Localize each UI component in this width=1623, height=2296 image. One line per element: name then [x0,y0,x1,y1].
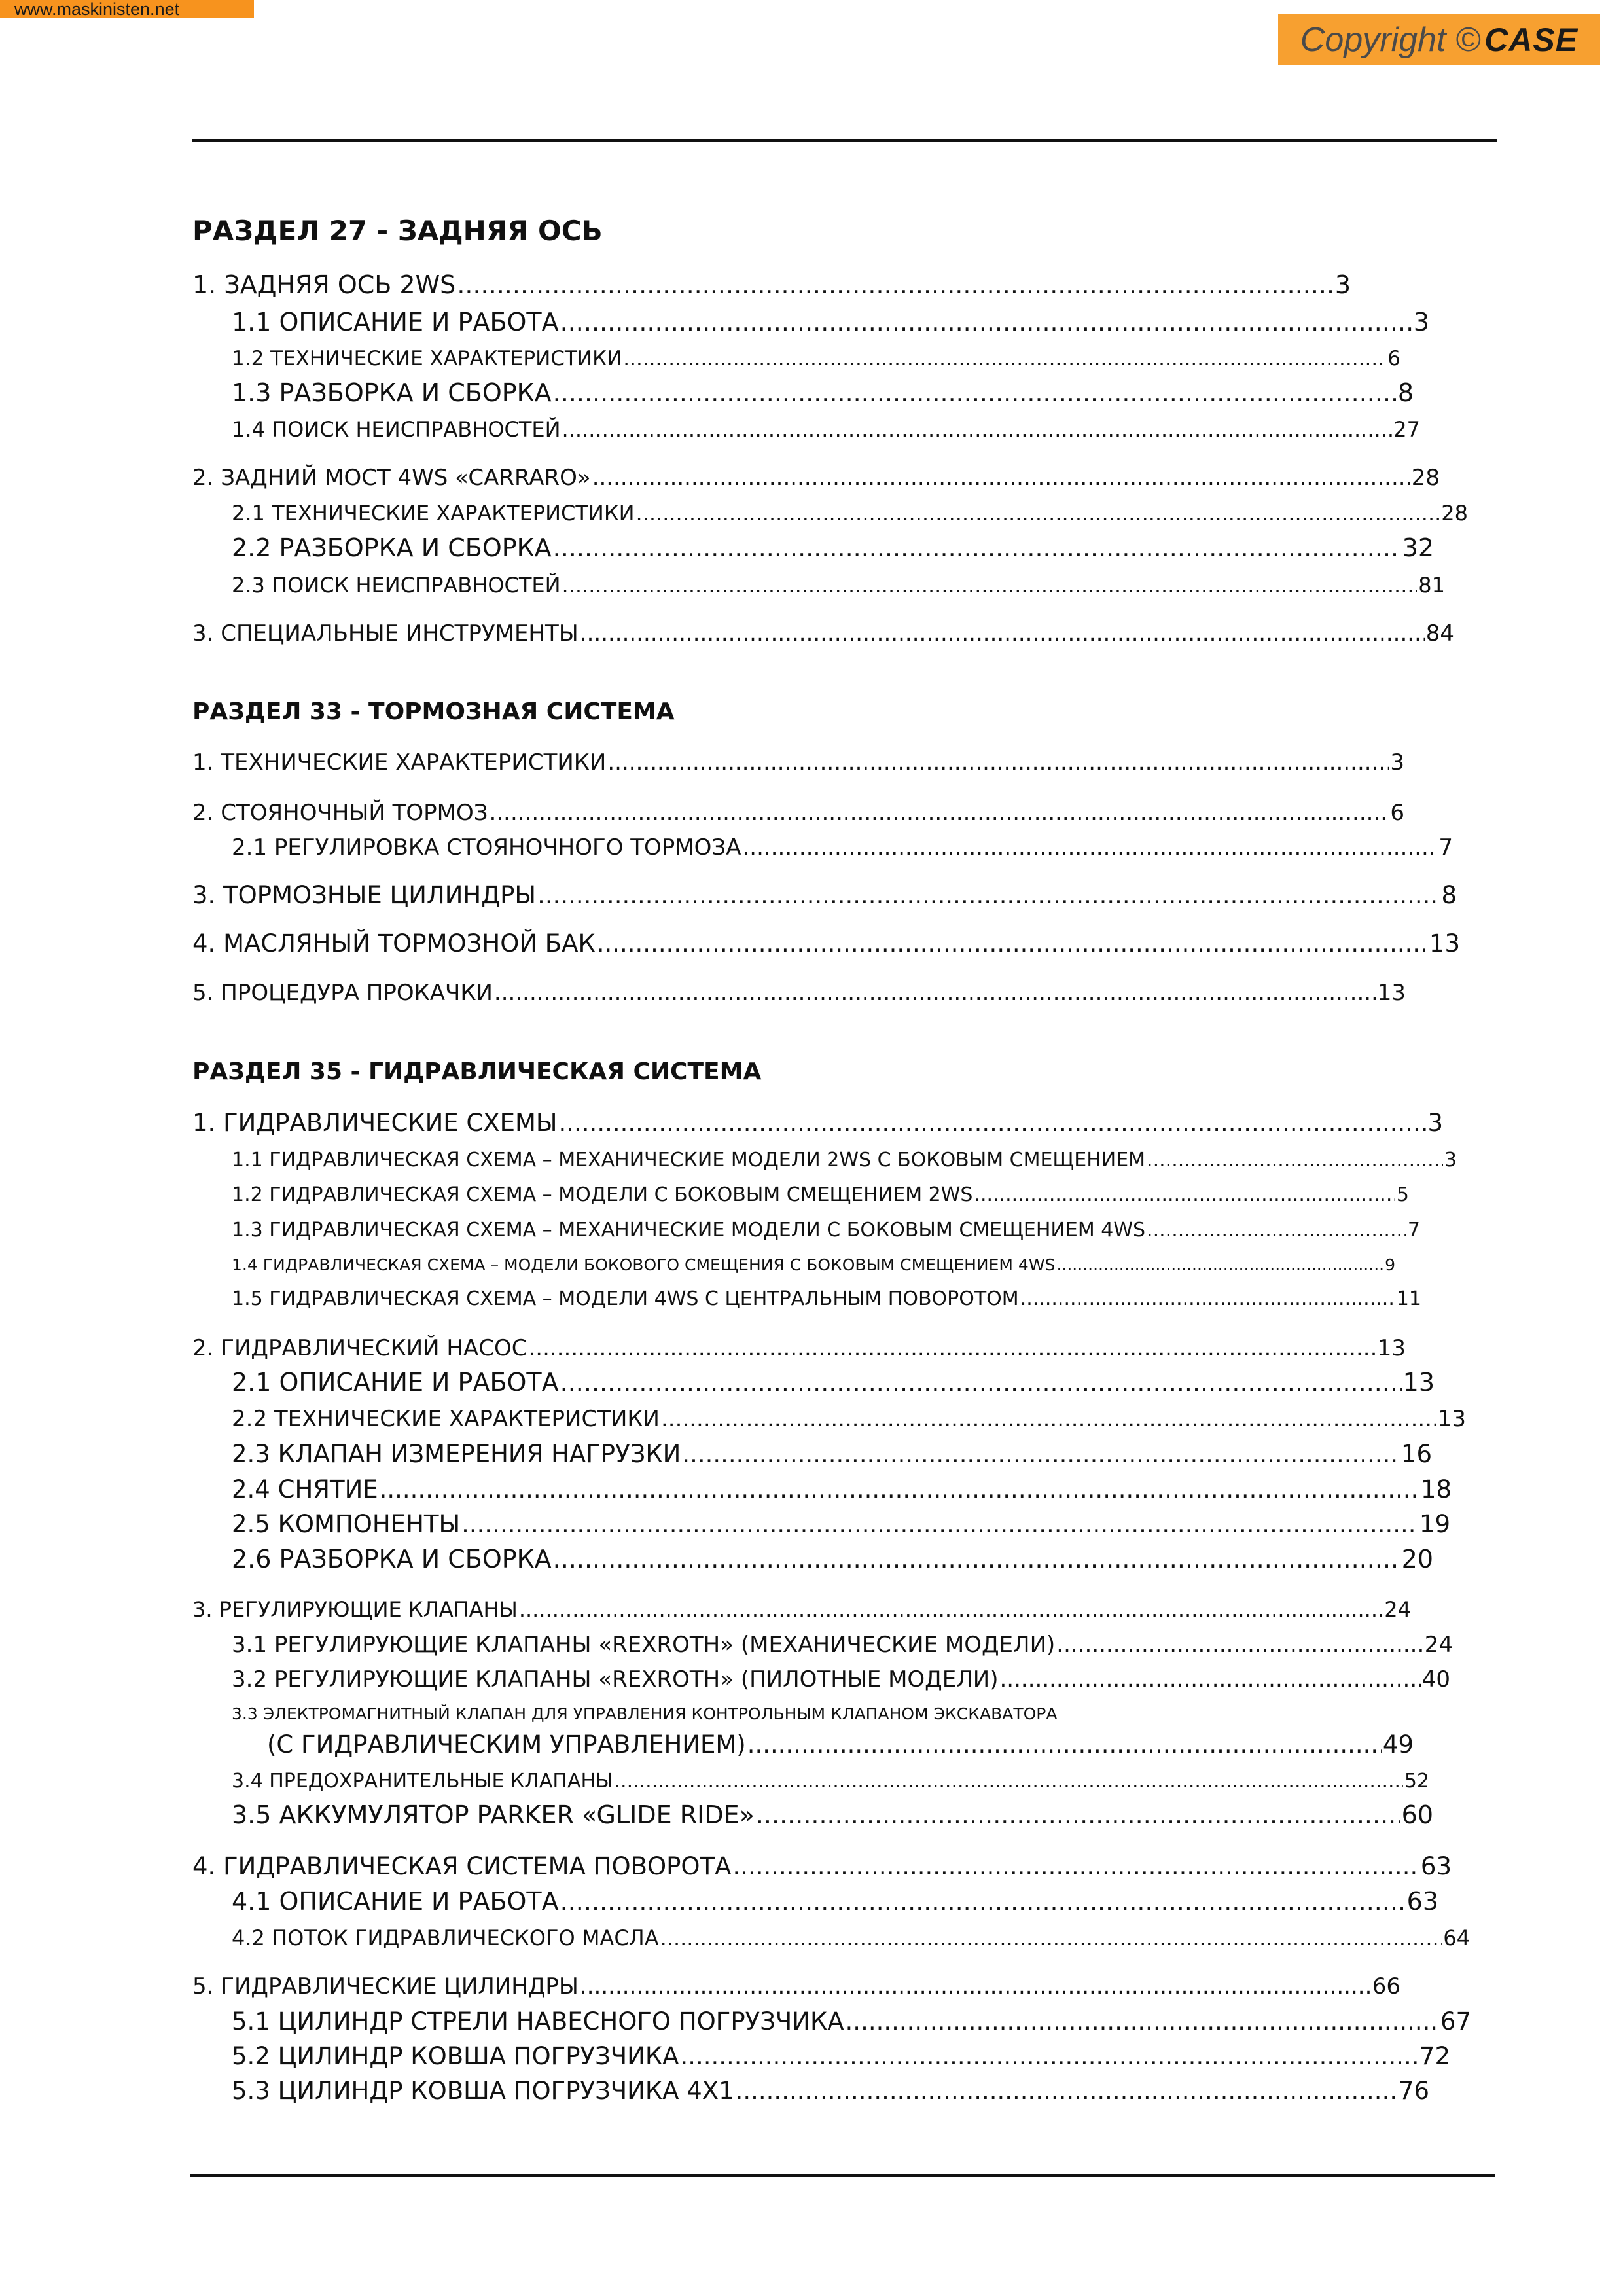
toc-entry[interactable]: 4. МАСЛЯНЫЙ ТОРМОЗНОЙ БАК ..... 13 [192,929,1460,958]
toc-entry[interactable]: 2.1 ТЕХНИЧЕСКИЕ ХАРАКТЕРИСТИКИ ..... 28 [232,501,1468,526]
section-title: РАЗДЕЛ 35 - ГИДРАВЛИЧЕСКАЯ СИСТЕМА [192,1058,762,1085]
section-title: РАЗДЕЛ 27 - ЗАДНЯЯ ОСЬ [192,215,603,247]
toc-entry-label[interactable]: 3.3 ЭЛЕКТРОМАГНИТНЫЙ КЛАПАН ДЛЯ УПРАВЛЕНИЯ КОНТРОЛЬНЫМ КЛАПАНОМ ЭКСКАВАТОРА [232,1704,1058,1723]
toc-entry[interactable]: 3. СПЕЦИАЛЬНЫЕ ИНСТРУМЕНТЫ ..... 84 [192,620,1454,647]
toc-entry[interactable]: 1.1 ОПИСАНИЕ И РАБОТА ..... 3 [232,308,1429,336]
toc-entry[interactable]: 1. ЗАДНЯЯ ОСЬ 2WS ..... 3 [192,270,1351,299]
toc-entry[interactable]: 3.5 АККУМУЛЯТОР PARKER «GLIDE RIDE» ..... 60 [232,1801,1433,1829]
toc-entry[interactable]: 1.2 ТЕХНИЧЕСКИЕ ХАРАКТЕРИСТИКИ ..... 6 [232,347,1400,370]
toc-entry[interactable]: 3. РЕГУЛИРУЮЩИЕ КЛАПАНЫ ..... 24 [192,1597,1411,1622]
toc-entry[interactable]: 1.3 ГИДРАВЛИЧЕСКАЯ СХЕМА – МЕХАНИЧЕСКИЕ МОДЕЛИ С БОКОВЫМ СМЕЩЕНИЕМ 4WS ..... 7 [232,1219,1420,1242]
top-rule [192,139,1497,142]
toc-entry[interactable]: 1.2 ГИДРАВЛИЧЕСКАЯ СХЕМА – МОДЕЛИ С БОКОВЫМ СМЕЩЕНИЕМ 2WS ..... 5 [232,1183,1409,1206]
toc-entry[interactable]: 1.4 ГИДРАВЛИЧЕСКАЯ СХЕМА – МОДЕЛИ БОКОВОГО СМЕЩЕНИЯ С БОКОВЫМ СМЕЩЕНИЕМ 4WS ..... 9 [232,1255,1395,1274]
toc-entry[interactable]: 5. ПРОЦЕДУРА ПРОКАЧКИ ..... 13 [192,980,1406,1006]
toc-entry[interactable]: 2. ЗАДНИЙ МОСТ 4WS «CARRARO» ..... 28 [192,465,1440,491]
toc-entry[interactable]: 4.2 ПОТОК ГИДРАВЛИЧЕСКОГО МАСЛА ..... 64 [232,1926,1470,1950]
site-url-tag[interactable]: www.maskinisten.net [0,0,254,18]
toc-entry[interactable]: 5.2 ЦИЛИНДР КОВША ПОГРУЗЧИКА ..... 72 [232,2042,1450,2070]
toc-entry[interactable]: 5.3 ЦИЛИНДР КОВША ПОГРУЗЧИКА 4X1 ..... 76 [232,2077,1429,2105]
toc-entry[interactable]: 3.1 РЕГУЛИРУЮЩИЕ КЛАПАНЫ «REXROTH» (МЕХАНИЧЕСКИЕ МОДЕЛИ) ..... 24 [232,1632,1453,1658]
toc-entry[interactable]: 2.4 СНЯТИЕ ..... 18 [232,1475,1452,1503]
toc-entry[interactable]: 3.2 РЕГУЛИРУЮЩИЕ КЛАПАНЫ «REXROTH» (ПИЛОТНЫЕ МОДЕЛИ) ..... 40 [232,1666,1450,1693]
toc-entry[interactable]: 3.4 ПРЕДОХРАНИТЕЛЬНЫЕ КЛАПАНЫ ..... 52 [232,1770,1429,1793]
toc-entry[interactable]: 1.3 РАЗБОРКА И СБОРКА ..... 8 [232,378,1414,407]
toc-entry[interactable]: 4. ГИДРАВЛИЧЕСКАЯ СИСТЕМА ПОВОРОТА ..... 63 [192,1852,1452,1880]
toc-entry[interactable]: 3. ТОРМОЗНЫЕ ЦИЛИНДРЫ ..... 8 [192,881,1457,909]
toc-entry[interactable]: 4.1 ОПИСАНИЕ И РАБОТА ..... 63 [232,1887,1438,1916]
copyright-text: Copyright © [1300,21,1481,59]
toc-entry[interactable]: 2.5 КОМПОНЕНТЫ ..... 19 [232,1510,1450,1538]
toc-entry[interactable]: 1.5 ГИДРАВЛИЧЕСКАЯ СХЕМА – МОДЕЛИ 4WS С ЦЕНТРАЛЬНЫМ ПОВОРОТОМ ..... 11 [232,1287,1421,1310]
toc-entry[interactable]: 2.3 ПОИСК НЕИСПРАВНОСТЕЙ ..... 81 [232,573,1445,598]
toc-entry[interactable]: 2.3 КЛАПАН ИЗМЕРЕНИЯ НАГРУЗКИ ..... 16 [232,1440,1432,1468]
toc-entry[interactable]: 1.1 ГИДРАВЛИЧЕСКАЯ СХЕМА – МЕХАНИЧЕСКИЕ МОДЕЛИ 2WS С БОКОВЫМ СМЕЩЕНИЕМ ..... 3 [232,1149,1457,1172]
toc-entry[interactable]: 2. СТОЯНОЧНЫЙ ТОРМОЗ ..... 6 [192,800,1404,826]
toc-entry[interactable]: 2.2 РАЗБОРКА И СБОРКА ..... 32 [232,533,1434,562]
toc-entry[interactable]: (С ГИДРАВЛИЧЕСКИМ УПРАВЛЕНИЕМ) ..... 49 [267,1731,1414,1759]
toc-entry[interactable]: 1. ГИДРАВЛИЧЕСКИЕ СХЕМЫ ..... 3 [192,1109,1443,1137]
copyright-badge [1278,14,1600,65]
toc-entry[interactable]: 2.1 ОПИСАНИЕ И РАБОТА ..... 13 [232,1368,1435,1397]
toc-entry[interactable]: 5.1 ЦИЛИНДР СТРЕЛИ НАВЕСНОГО ПОГРУЗЧИКА ..... 67 [232,2007,1471,2036]
toc-entry[interactable]: 2.6 РАЗБОРКА И СБОРКА ..... 20 [232,1545,1433,1573]
toc-entry[interactable]: 2.1 РЕГУЛИРОВКА СТОЯНОЧНОГО ТОРМОЗА ..... 7 [232,834,1453,861]
toc-entry[interactable]: 2.2 ТЕХНИЧЕСКИЕ ХАРАКТЕРИСТИКИ ..... 13 [232,1406,1466,1432]
bottom-rule [190,2174,1495,2177]
toc-entry[interactable]: 2. ГИДРАВЛИЧЕСКИЙ НАСОС ..... 13 [192,1335,1406,1361]
brand-logo: CASE [1484,22,1578,58]
section-title: РАЗДЕЛ 33 - ТОРМОЗНАЯ СИСТЕМА [192,698,675,725]
toc-entry[interactable]: 5. ГИДРАВЛИЧЕСКИЕ ЦИЛИНДРЫ ..... 66 [192,1973,1400,2000]
toc-entry[interactable]: 1.4 ПОИСК НЕИСПРАВНОСТЕЙ ..... 27 [232,417,1420,442]
toc-entry[interactable]: 1. ТЕХНИЧЕСКИЕ ХАРАКТЕРИСТИКИ ..... 3 [192,749,1404,776]
